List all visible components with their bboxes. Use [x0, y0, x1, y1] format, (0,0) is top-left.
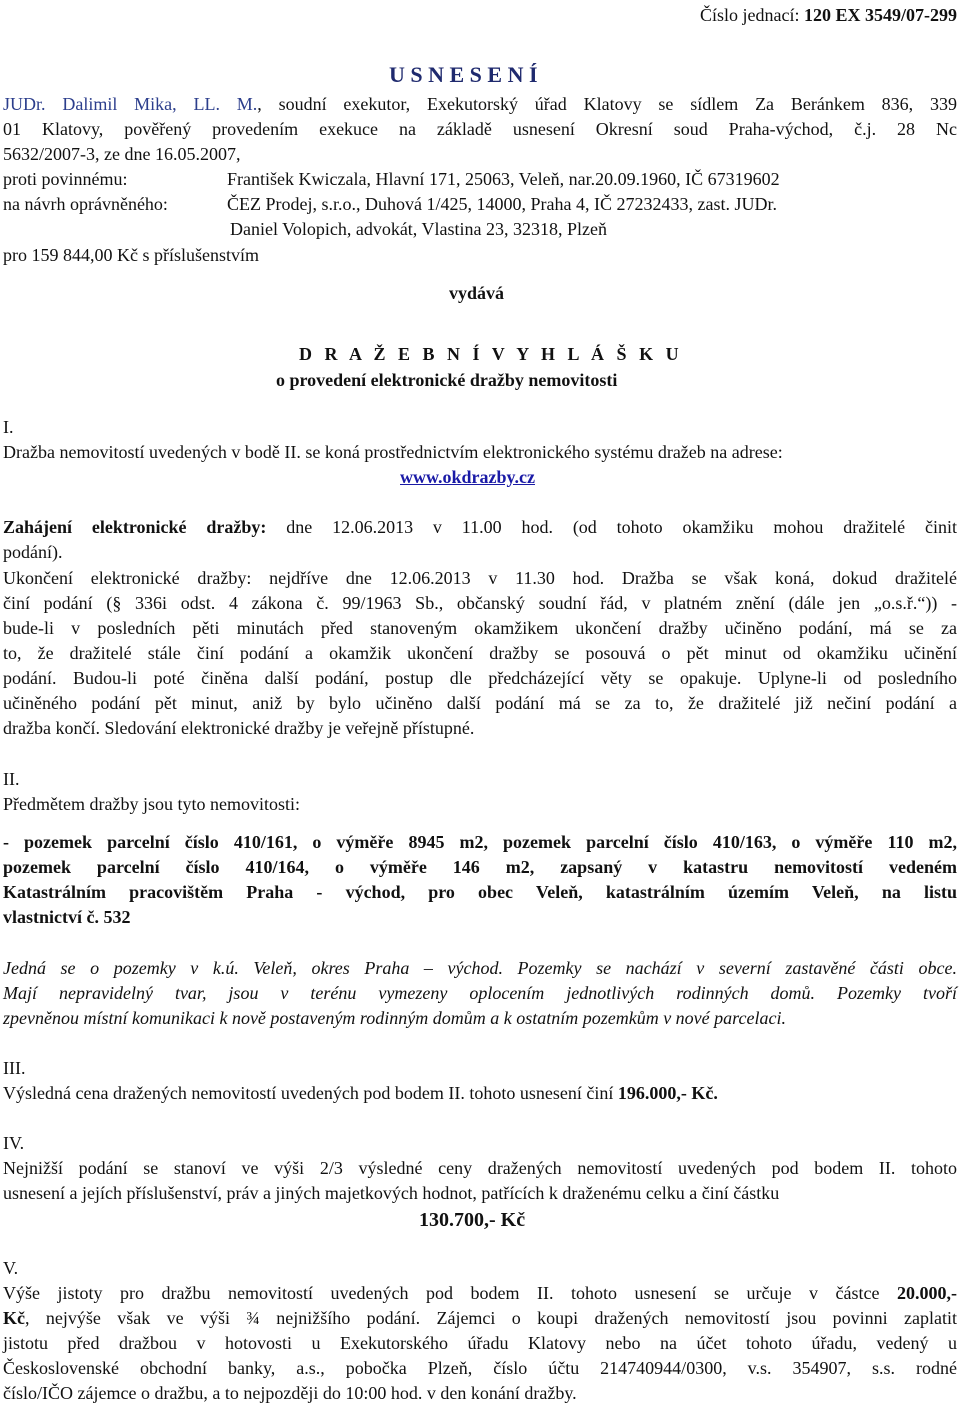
deposit-currency: Kč	[3, 1308, 25, 1328]
case-reference	[700, 3, 957, 28]
auction-end-line: Ukončení elektronické dražby: nejdříve dne 12.06.2013 v 11.30 hod. Dražba se však koná, dokud dražitelé	[3, 568, 957, 588]
debtor-label: proti povinnému:	[3, 169, 128, 189]
section-5-line-2-text: , nejvýše však ve výši ¾ nejnižšího podání. Zájemci o koupi dražených nemovitostí jsou povinni zaplatit	[25, 1308, 957, 1328]
auction-end-line: učiněného podání pět minut, aniž by bylo učiněno další podání má se za to, že dražitelé již nečiní podání a	[3, 693, 957, 713]
intro-line-1	[3, 92, 957, 117]
section-5-line-1-text: Výše jistoty pro dražbu nemovitostí uvedených pod bodem II. tohoto usnesení se určuje v částce	[3, 1283, 897, 1303]
auction-start-text: dne 12.06.2013 v 11.00 hod. (od tohoto okamžiku mohou dražitelé činit	[266, 517, 958, 537]
property-line: - pozemek parcelní číslo 410/161, o výměře 8945 m2, pozemek parcelní číslo 410/163, o výměře 110 m2,	[3, 832, 957, 852]
auction-end-line: to, že dražitelé stále činí podání a okamžik ukončení dražby se posouvá o pět minut od okamžiku učinění	[3, 643, 957, 663]
section-1-text: Dražba nemovitostí uvedených v bodě II. se koná prostřednictvím elektronického systému dražeb na adrese:	[3, 442, 783, 462]
section-5-line-2	[3, 1306, 957, 1331]
section-3-text: Výsledná cena dražených nemovitostí uvedených pod bodem II. tohoto usnesení činí	[3, 1083, 618, 1103]
intro-line-1-rest: , soudní exekutor, Exekutorský úřad Klatovy se sídlem Za Beránkem 836, 339	[257, 94, 957, 114]
property-description-line: Mají nepravidelný tvar, jsou v terénu vymezeny oplocením jednotlivých rodinných domů. Pozemky tvoří	[3, 983, 957, 1003]
section-3-text-line	[3, 1081, 718, 1106]
section-5-line: Československé obchodní banky, a.s., pobočka Plzeň, číslo účtu 214740944/0300, v.s. 354907, s.s. rodné	[3, 1358, 957, 1378]
notice-title: D R A Ž E B N Í V Y H L Á Š K U	[299, 344, 680, 364]
debtor-row	[3, 167, 780, 192]
issues-word: vydává	[449, 283, 505, 303]
auction-website-link[interactable]: www.okdrazby.cz	[400, 467, 535, 487]
document-title: U S N E S E N Í	[389, 62, 538, 87]
debtor-value: František Kwiczala, Hlavní 171, 25063, Veleň, nar.20.09.1960, IČ 67319602	[227, 169, 780, 189]
auction-start-line-2: podání).	[3, 542, 63, 562]
creditor-row	[3, 192, 777, 217]
property-line: pozemek parcelní číslo 410/164, o výměře 146 m2, zapsaný v katastru nemovitostí vedeném	[3, 857, 957, 877]
case-reference-value: 120 EX 3549/07-299	[804, 5, 957, 25]
property-description-line: Jedná se o pozemky v k.ú. Veleň, okres Praha – východ. Pozemky se nachází v severní zastavěné části obce.	[3, 958, 957, 978]
section-2-intro: Předmětem dražby jsou tyto nemovitosti:	[3, 794, 300, 814]
section-3-number: III.	[3, 1058, 26, 1078]
creditor-value-2: Daniel Volopich, advokát, Vlastina 23, 32318, Plzeň	[230, 219, 607, 239]
claim-amount: pro 159 844,00 Kč s příslušenstvím	[3, 245, 259, 265]
executor-name: JUDr. Dalimil Mika, LL. M.	[3, 94, 258, 114]
section-5-number: V.	[3, 1258, 19, 1278]
section-2-number: II.	[3, 769, 20, 789]
property-line: Katastrálním pracovištěm Praha - východ, pro obec Veleň, katastrálním územím Veleň, na listu	[3, 882, 957, 902]
section-1-number: I.	[3, 417, 14, 437]
minimum-bid-amount: 130.700,- Kč	[419, 1209, 526, 1231]
resulting-price: 196.000,- Kč.	[617, 1083, 718, 1103]
auction-end-line: činí podání (§ 336i odst. 4 zákona č. 99/1963 Sb., občanský soudní řád, v platném znění (dále jen „o.s.ř.“)) -	[3, 593, 957, 613]
section-5-line: jistotu před dražbou v hotovosti u Exekutorského úřadu Klatovy nebo na účet tohoto úřadu, vedený u	[3, 1333, 957, 1353]
auction-end-line: bude-li v posledních pěti minutách před stanoveným okamžikem ukončení dražby učiněno podání, má se za	[3, 618, 957, 638]
auction-end-line: podání. Budou-li poté činěna další podání, postup dle předcházející věty se opakuje. Uplyne-li od posledního	[3, 668, 957, 688]
property-line-last: vlastnictví č. 532	[3, 907, 131, 927]
auction-start-line	[3, 515, 957, 540]
creditor-label: na návrh oprávněného:	[3, 194, 168, 214]
intro-line-3: 5632/2007-3, ze dne 16.05.2007,	[3, 144, 241, 164]
case-reference-label: Číslo jednací:	[700, 5, 804, 25]
deposit-amount: 20.000,-	[897, 1283, 957, 1303]
section-5-line-last: číslo/IČO zájemce o dražbu, a to nejpozději do 10:00 hod. v den konání dražby.	[3, 1383, 577, 1403]
auction-start-label: Zahájení elektronické dražby:	[3, 517, 267, 537]
section-4-line-1: Nejnižší podání se stanoví ve výši 2/3 výsledné ceny dražených nemovitostí uvedených pod bodem II. tohoto	[3, 1158, 957, 1178]
creditor-value: ČEZ Prodej, s.r.o., Duhová 1/425, 14000, Praha 4, IČ 27232433, zast. JUDr.	[227, 194, 777, 214]
intro-line-2: 01 Klatovy, pověřený provedením exekuce na základě usnesení Okresní soud Praha-východ, č.j. 28 Nc	[3, 119, 957, 139]
section-4-number: IV.	[3, 1133, 25, 1153]
section-5-line-1	[3, 1281, 957, 1306]
auction-end-line-last: dražba končí. Sledování elektronické dražby je veřejně přístupné.	[3, 718, 475, 738]
notice-subtitle: o provedení elektronické dražby nemovitosti	[276, 370, 618, 390]
property-description-line: zpevněnou místní komunikaci k nově postaveným rodinným domům a k ostatním pozemkům v nové parcelaci.	[3, 1008, 786, 1028]
section-4-line-2: usnesení a jejích příslušenství, práv a jiných majetkových hodnot, patřících k draženému celku a činí částku	[3, 1183, 780, 1203]
